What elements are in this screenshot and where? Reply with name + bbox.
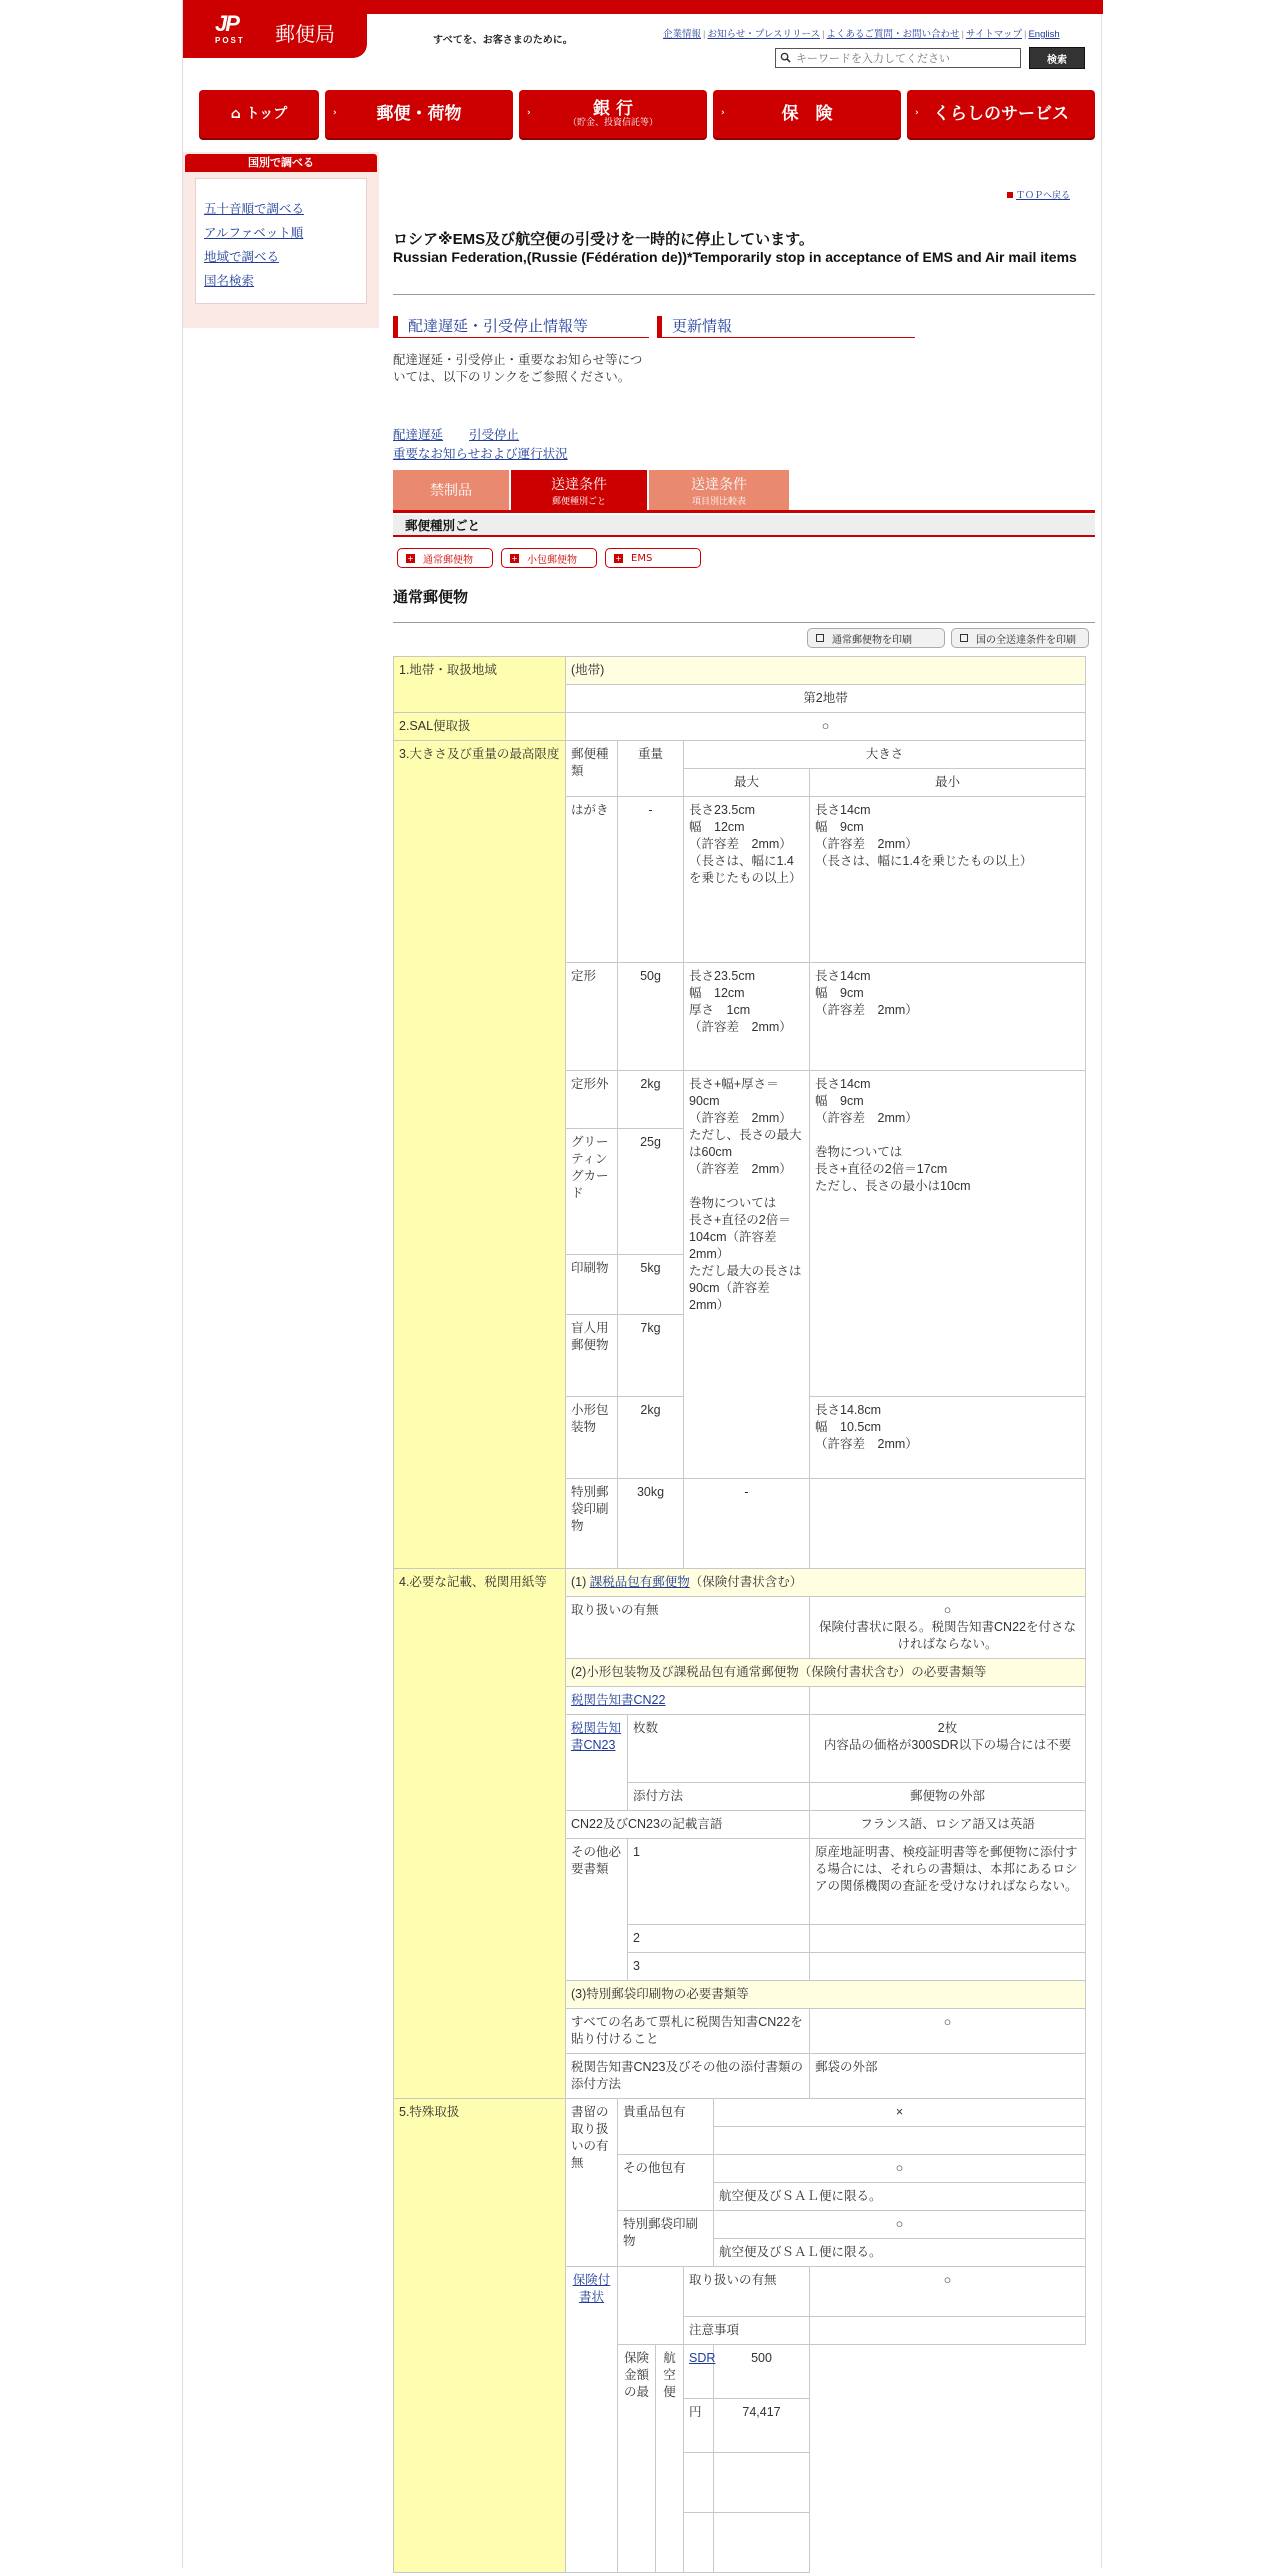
nav-insurance-label: 保 険 xyxy=(781,104,833,124)
delay-heading: 配達遅延・引受停止情報等 xyxy=(393,316,649,338)
special-valuables-note xyxy=(714,2127,1086,2155)
nav-life-label: くらしのサービス xyxy=(933,104,1069,124)
docs-h3: (3)特別郵袋印刷物の必要書類等 xyxy=(566,1981,1086,2009)
col-size: 大きさ xyxy=(684,741,1086,769)
special-extra-1 xyxy=(684,2453,714,2513)
special-extra-2-val xyxy=(714,2513,810,2573)
page xyxy=(182,0,1102,2568)
sidebar-title: 国別で調べる xyxy=(185,154,377,172)
arrow-right-icon: › xyxy=(721,108,725,118)
link-insured[interactable]: 保険付書状 xyxy=(572,2273,611,2304)
sidebar-link-gojuon[interactable]: 五十音順で調べる xyxy=(204,202,305,216)
weight-cell: 2kg xyxy=(618,1071,684,1129)
print-all-button[interactable] xyxy=(951,628,1089,648)
link-faq[interactable]: よくあるご質問・お問い合わせ xyxy=(826,29,960,40)
tab-conditions-by-type[interactable] xyxy=(511,470,647,510)
tagline: すべてを、お客さまのために。 xyxy=(433,35,573,46)
docs-cn23other-val: 郵袋の外部 xyxy=(810,2054,1086,2099)
weight-cell: 5kg xyxy=(618,1255,684,1315)
subnav-label: 通常郵便物 xyxy=(423,554,473,566)
docs-all-val: ○ xyxy=(810,2009,1086,2054)
type-cell: はがき xyxy=(566,797,618,963)
docs-all: すべての名あて票札に税関告知書CN22を貼り付けること xyxy=(566,2009,810,2054)
special-reg: 書留の取り扱いの有無 xyxy=(566,2099,618,2267)
sal-value: ○ xyxy=(566,713,1086,741)
type-cell: 特別郵袋印刷物 xyxy=(566,1479,618,1569)
back-to-top-label[interactable]: ＴＯＰへ戻る xyxy=(1016,190,1071,200)
arrow-right-icon: › xyxy=(333,108,337,118)
min-cell: 長さ14.8cm 幅 10.5cm （許容差 2mm） xyxy=(810,1397,1086,1479)
plus-icon: + xyxy=(615,553,622,563)
conditions-table-wrap xyxy=(393,656,1085,2573)
logo[interactable] xyxy=(183,0,367,58)
min-cell-empty xyxy=(810,1479,1086,1569)
square-icon xyxy=(1007,192,1013,198)
docs-count: 枚数 xyxy=(628,1715,810,1783)
special-air: 航空便 xyxy=(656,2345,684,2573)
docs-cn22 xyxy=(566,1687,810,1715)
special-valuables: 貴重品包有 xyxy=(618,2099,714,2155)
subnav-label: EMS xyxy=(631,552,653,564)
sidebar xyxy=(183,152,379,328)
print-label: 通常郵便物を印刷 xyxy=(832,634,912,646)
docs-handling: 取り扱いの有無 xyxy=(566,1597,810,1659)
min-cell: 長さ14cm 幅 9cm （許容差 2mm） （長さは、幅に1.4を乗じたもの以上） xyxy=(810,797,1086,963)
title-divider xyxy=(393,294,1095,295)
section-bar: 郵便種別ごと xyxy=(393,515,1095,537)
min-cell: 長さ14cm 幅 9cm （許容差 2mm） xyxy=(810,963,1086,1071)
home-icon: ⌂ xyxy=(230,106,241,122)
docs-h2: (2)小形包装物及び課税品包有通常郵便物（保険付書状含む）の必要書類等 xyxy=(566,1659,1086,1687)
back-to-top-link[interactable] xyxy=(1007,188,1070,201)
weight-cell: - xyxy=(618,797,684,963)
header-links: 企業情報 | お知らせ・プレスリリース | よくあるご質問・お問い合わせ | サイトマップ | English xyxy=(663,29,1060,40)
special-sdr xyxy=(684,2345,714,2399)
weight-cell: 2kg xyxy=(618,1397,684,1479)
max-cell: 長さ23.5cm 幅 12cm （許容差 2mm） （長さは、幅に1.4を乗じたもの以上） xyxy=(684,797,810,963)
nav-mail-label: 郵便・荷物 xyxy=(376,104,462,124)
special-printed: 特別郵袋印刷物 xyxy=(618,2211,714,2267)
link-cn22[interactable]: 税関告知書CN22 xyxy=(571,1693,666,1707)
special-ins-handling-val: ○ xyxy=(810,2267,1086,2317)
weight-cell: 25g xyxy=(618,1129,684,1255)
page-title-ja: ロシア※EMS及び航空便の引受けを一時的に停止しています。 xyxy=(393,231,814,248)
plus-icon: + xyxy=(407,553,414,563)
arrow-right-icon: › xyxy=(915,108,919,118)
weight-cell: 7kg xyxy=(618,1315,684,1397)
nav-bank-label: 銀 行 xyxy=(593,99,633,119)
search-icon xyxy=(780,52,791,63)
link-cn23[interactable]: 税関告知書CN23 xyxy=(571,1721,622,1752)
link-important[interactable]: 重要なお知らせおよび運行状況 xyxy=(393,447,568,461)
search-button[interactable]: 検索 xyxy=(1029,47,1085,69)
docs-handling-val: ○ 保険付書状に限る。税関告知書CN22を付さなければならない。 xyxy=(810,1597,1086,1659)
docs-count-val: 2枚 内容品の価格が300SDR以下の場合には不要 xyxy=(810,1715,1086,1783)
type-cell: 定形 xyxy=(566,963,618,1071)
weight-cell: 50g xyxy=(618,963,684,1071)
docs-attach: 添付方法 xyxy=(628,1783,810,1811)
print-label: 国の全送達条件を印刷 xyxy=(976,634,1076,646)
jp-post-logo-icon: JP POST xyxy=(215,11,245,45)
type-cell: 小形包装物 xyxy=(566,1397,618,1479)
max-cell-shared: 長さ+幅+厚さ＝90cm （許容差 2mm） ただし、長さの最大は60cm （許容差 2mm） 巻物については 長さ+直径の2倍＝104cm（許容差 2mm） ただし最大の長さは90cm（許容差 2mm） xyxy=(684,1071,810,1479)
nav-bank[interactable] xyxy=(519,90,707,138)
tab-sub: 項目別比較表 xyxy=(691,496,746,507)
conditions-table xyxy=(393,656,1086,2573)
docs-lang-val: フランス語、ロシア語又は英語 xyxy=(810,1811,1086,1839)
special-yen-val: 74,417 xyxy=(714,2399,810,2453)
type-cell: グリーティングカード xyxy=(566,1129,618,1255)
type-cell: 定形外 xyxy=(566,1071,618,1129)
nav-mail[interactable] xyxy=(325,90,513,138)
print-ordinary-button[interactable] xyxy=(807,628,945,648)
min-cell-shared: 長さ14cm 幅 9cm （許容差 2mm） 巻物については 長さ+直径の2倍＝17cm ただし、長さの最小は10cm xyxy=(810,1071,1086,1397)
row-label-zone: 1.地帯・取扱地域 xyxy=(394,657,566,713)
search-input[interactable] xyxy=(796,51,1016,65)
docs-other-2: 2 xyxy=(628,1925,810,1953)
page-title-en: Russian Federation,(Russie (Fédération de))*Temporarily stop in acceptance of EMS and Air mail items xyxy=(393,249,1077,265)
docs-other-val-3 xyxy=(810,1953,1086,1981)
link-stop[interactable]: 引受停止 xyxy=(469,428,520,442)
special-printed-note: 航空便及びＳＡＬ便に限る。 xyxy=(714,2239,1086,2267)
special-printed-val: ○ xyxy=(714,2211,1086,2239)
special-valuables-val: × xyxy=(714,2099,1086,2127)
row-label-docs: 4.必要な記載、税関用紙等 xyxy=(394,1569,566,2099)
subnav-label: 小包郵便物 xyxy=(527,554,577,566)
col-max: 最大 xyxy=(684,769,810,797)
docs-attach-val: 郵便物の外部 xyxy=(810,1783,1086,1811)
special-notes: 注意事項 xyxy=(684,2317,810,2345)
nav-top[interactable] xyxy=(199,90,319,138)
tab-sub: 郵便種別ごと xyxy=(551,496,606,507)
type-cell: 印刷物 xyxy=(566,1255,618,1315)
col-weight: 重量 xyxy=(618,741,684,797)
plus-icon: + xyxy=(511,553,518,563)
link-corporate[interactable]: 企業情報 xyxy=(663,29,702,40)
max-cell: 長さ23.5cm 幅 12cm 厚さ 1cm （許容差 2mm） xyxy=(684,963,810,1071)
row-label-size: 3.大きさ及び重量の最高限度 xyxy=(394,741,566,1569)
sidebar-link-alphabet[interactable]: アルファベット順 xyxy=(204,226,304,240)
tab-label: 送達条件 xyxy=(551,476,607,493)
special-other: その他包有 xyxy=(618,2155,714,2211)
link-sdr[interactable]: SDR xyxy=(689,2351,716,2365)
arrow-right-icon: › xyxy=(527,108,531,118)
special-insured xyxy=(566,2267,618,2573)
docs-cn23other: 税関告知書CN23及びその他の添付書類の添付方法 xyxy=(566,2054,810,2099)
weight-cell: 30kg xyxy=(618,1479,684,1569)
special-other-note: 航空便及びＳＡＬ便に限る。 xyxy=(714,2183,1086,2211)
heading-divider xyxy=(393,622,1095,623)
special-other-val: ○ xyxy=(714,2155,1086,2183)
special-extra-1-val xyxy=(714,2453,810,2513)
nav-insurance[interactable] xyxy=(713,90,901,138)
link-news[interactable]: お知らせ・プレスリリース xyxy=(707,29,821,40)
zone-value: 第2地帯 xyxy=(566,685,1086,713)
link-delay[interactable]: 配達遅延 xyxy=(393,428,444,442)
special-yen: 円 xyxy=(684,2399,714,2453)
docs-lang: CN22及びCN23の記載言語 xyxy=(566,1811,810,1839)
tab-prohibited[interactable] xyxy=(393,470,509,510)
sidebar-links xyxy=(195,178,367,304)
zone-header: (地帯) xyxy=(566,657,1086,685)
docs-other-1: 1 xyxy=(628,1839,810,1925)
docs-h1: (1) 課税品包有郵便物（保険付書状含む） xyxy=(566,1569,1086,1597)
special-ins-handling: 取り扱いの有無 xyxy=(684,2267,810,2317)
docs-cn22-val xyxy=(810,1687,1086,1715)
max-cell: - xyxy=(684,1479,810,1569)
nav-life[interactable] xyxy=(907,90,1095,138)
sidebar-link-region[interactable]: 地域で調べる xyxy=(204,250,280,264)
tab-underline xyxy=(393,510,1095,513)
tab-label: 送達条件 xyxy=(691,476,747,493)
docs-other-val-2 xyxy=(810,1925,1086,1953)
delay-links xyxy=(393,426,568,464)
print-icon xyxy=(960,634,968,642)
type-cell: 盲人用郵便物 xyxy=(566,1315,618,1397)
print-icon xyxy=(816,634,824,642)
docs-cn23 xyxy=(566,1715,628,1811)
link-english[interactable]: English xyxy=(1028,29,1060,40)
update-heading: 更新情報 xyxy=(657,316,915,338)
col-type: 郵便種類 xyxy=(566,741,618,797)
docs-other-3: 3 xyxy=(628,1953,810,1981)
tab-label: 禁制品 xyxy=(430,483,472,499)
row-label-special: 5.特殊取扱 xyxy=(394,2099,566,2573)
nav-bank-sub: （貯金、投資信託等） xyxy=(567,118,658,128)
subnav-ems[interactable] xyxy=(605,548,701,568)
special-limit: 保険金額の最 xyxy=(618,2345,656,2573)
col-min: 最小 xyxy=(810,769,1086,797)
docs-other: その他必要書類 xyxy=(566,1839,628,1981)
logo-text: 郵便局 xyxy=(275,22,335,46)
row-label-sal: 2.SAL便取扱 xyxy=(394,713,566,741)
search-box xyxy=(775,48,1021,68)
docs-other-val-1: 原産地証明書、検疫証明書等を郵便物に添付する場合には、それらの書類は、本邦にあるロシアの関係機関の査証を受けなければならない。 xyxy=(810,1839,1086,1925)
special-sdr-val: 500 xyxy=(714,2345,810,2399)
section-heading-ordinary: 通常郵便物 xyxy=(393,588,469,606)
delay-text: 配達遅延・引受停止・重要なお知らせ等については、以下のリンクをご参照ください。 xyxy=(393,353,643,384)
link-taxable[interactable]: 課税品包有郵便物 xyxy=(589,1575,690,1589)
sidebar-link-search[interactable]: 国名検索 xyxy=(204,274,255,288)
special-extra-2 xyxy=(684,2513,714,2573)
special-notes-val xyxy=(810,2317,1086,2345)
link-sitemap[interactable]: サイトマップ xyxy=(966,29,1022,40)
tab-conditions-compare[interactable] xyxy=(649,470,789,510)
nav-top-label: トップ xyxy=(245,106,288,122)
subnav-parcel[interactable] xyxy=(501,548,597,568)
special-insured-blank xyxy=(618,2267,684,2345)
subnav-ordinary[interactable] xyxy=(397,548,493,568)
